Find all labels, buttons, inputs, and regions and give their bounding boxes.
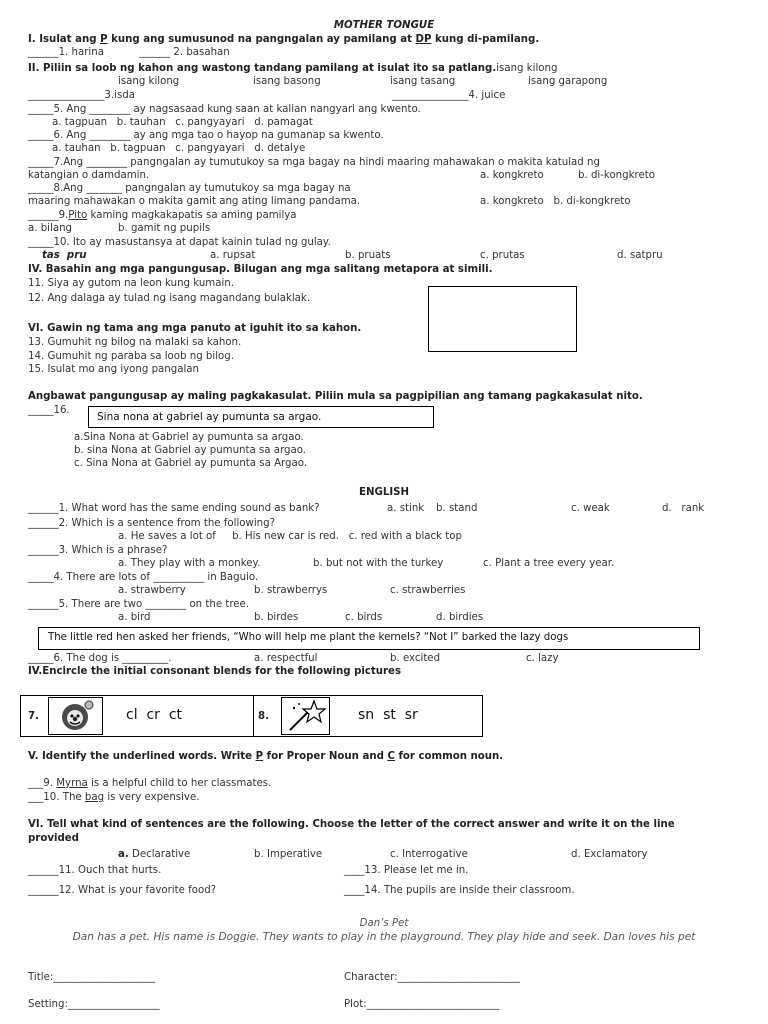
- question-16-option-a: a.Sina Nona at Gabriel ay pumunta sa argao.: [74, 432, 304, 443]
- sentence-type-option: d. Exclamatory: [571, 849, 648, 860]
- english-question-4-option: b. strawberrys: [254, 585, 328, 596]
- instruction-pagkakasulat: Angbawat pangungusap ay maling pagkakasulat. Piliin mula sa pagpipilian ang tamang pagkakasulat nito.: [28, 391, 643, 402]
- english-question-3-option: c. Plant a tree every year.: [483, 558, 615, 569]
- english-question-6: _____6. The dog is _________.: [28, 653, 172, 664]
- sentence-14: ____14. The pupils are inside their classroom.: [344, 885, 575, 896]
- english-question-4-option: c. strawberries: [390, 585, 466, 596]
- english-question-1-option: d. rank: [662, 503, 705, 514]
- star-wand-picture-icon: [281, 697, 330, 735]
- sentence-type-option: c. Interrogative: [390, 849, 468, 860]
- question-7-continued: katangian o damdamin.: [28, 170, 150, 181]
- english-question-2-options: a. He saves a lot of b. His new car is red. c. red with a black top: [118, 531, 462, 542]
- instruction-i: I. Isulat ang P kung ang sumusunod na pangngalan ay pamilang at DP kung di-pamilang.: [28, 34, 540, 45]
- question-16-option-b: b. sina Nona at Gabriel ay pumunta sa argao.: [74, 445, 307, 456]
- question-10-option: b. pruats: [345, 250, 391, 261]
- sentence-13: ____13. Please let me in.: [344, 865, 469, 876]
- english-question-5-option: b. birdes: [254, 612, 299, 623]
- question-16-option-c: c. Sina Nona at Gabriel ay pumunta sa Argao.: [74, 458, 308, 469]
- question-16-box: Sina nona at gabriel ay pumunta sa argao.: [88, 406, 434, 428]
- passage-box-little-red-hen: The little red hen asked her friends, “Who will help me plant the kernels? “Not I” barked the lazy dogs: [38, 627, 700, 650]
- instruction-13: 13. Gumuhit ng bilog na malaki sa kahon.: [28, 337, 242, 348]
- sentence-12: ______12. What is your favorite food?: [28, 885, 217, 896]
- sentence-type-option: b. Imperative: [254, 849, 323, 860]
- noun-question-9: ___9. Myrna is a helpful child to her classmates.: [28, 778, 272, 789]
- english-question-2: ______2. Which is a sentence from the following?: [28, 518, 276, 529]
- english-question-1-option: c. weak: [571, 503, 610, 514]
- section-title-mother-tongue: MOTHER TONGUE: [333, 20, 435, 31]
- question-10-scrambled: tas pru: [42, 250, 87, 261]
- blend-options-7: cl cr ct: [126, 707, 183, 723]
- plot-field: Plot:__________________________: [344, 999, 500, 1010]
- english-question-5-option: a. bird: [118, 612, 151, 623]
- question-9-option-a: a. bilang: [28, 223, 73, 234]
- question-6: _____6. Ang ________ ay ang mga tao o hayop na gumanap sa kwento.: [28, 130, 384, 141]
- instruction-iv: IV. Basahin ang mga pangungusap. Bilugan ang mga salitang metapora at simili.: [28, 264, 493, 275]
- question-9: ______9.Pito kaming magkakapatis sa aming pamilya: [28, 210, 297, 221]
- drawing-box: [428, 286, 577, 352]
- instruction-vi-english-continued: provided: [28, 833, 79, 844]
- question-10: _____10. Ito ay masustansya at dapat kainin tulad ng gulay.: [28, 237, 331, 248]
- english-question-3: ______3. Which is a phrase?: [28, 545, 168, 556]
- english-question-6-option: a. respectful: [254, 653, 318, 664]
- question-16: _____16.: [28, 405, 70, 416]
- instruction-vi-english: VI. Tell what kind of sentences are the following. Choose the letter of the correct answer and write it on the line: [28, 819, 675, 830]
- english-question-3-option: a. They play with a monkey.: [118, 558, 261, 569]
- blend-number-7: 7.: [28, 711, 39, 722]
- question-3: _______________3.isda: [28, 90, 135, 101]
- story-title: Dan’s Pet: [359, 918, 409, 929]
- setting-field: Setting:__________________: [28, 999, 160, 1010]
- english-question-3-option: b. but not with the turkey: [313, 558, 444, 569]
- choice-box-item: isang garapong: [528, 76, 608, 87]
- instruction-ii: II. Piliin sa loob ng kahon ang wastong tandang pamilang at isulat ito sa patlang.isang kilong: [28, 63, 558, 74]
- question-7: _____7.Ang ________ pangngalan ay tumutukoy sa mga bagay na hindi maaring mahawakan o makita katulad ng: [28, 157, 600, 168]
- clown-picture-icon: [48, 697, 103, 735]
- english-question-5-option: c. birds: [345, 612, 383, 623]
- instruction-v: V. Identify the underlined words. Write P for Proper Noun and C for common noun.: [28, 751, 504, 762]
- english-question-6-option: c. lazy: [526, 653, 559, 664]
- question-5: _____5. Ang ________ ay nagsasaad kung saan at kalian nangyari ang kwento.: [28, 104, 421, 115]
- sentence-11: ______11. Ouch that hurts.: [28, 865, 162, 876]
- english-question-5: ______5. There are two ________ on the tree.: [28, 599, 250, 610]
- choice-box-item: isang kilong: [118, 76, 180, 87]
- question-10-option: a. rupsat: [210, 250, 256, 261]
- character-field: Character:________________________: [344, 972, 520, 983]
- instruction-vi: VI. Gawin ng tama ang mga panuto at iguhit ito sa kahon.: [28, 323, 362, 334]
- title-field: Title:____________________: [28, 972, 156, 983]
- instruction-15: 15. Isulat mo ang iyong pangalan: [28, 364, 199, 375]
- question-8-continued: maaring mahawakan o makita gamit ang ating limang pandama.: [28, 196, 361, 207]
- question-8-options: a. kongkreto b. di-kongkreto: [480, 196, 631, 207]
- english-question-5-option: d. birdies: [436, 612, 484, 623]
- section-title-english: ENGLISH: [359, 487, 409, 498]
- question-7-option-b: b. di-kongkreto: [578, 170, 655, 181]
- english-question-4-option: a. strawberry: [118, 585, 186, 596]
- sentence-type-option: a. Declarative: [118, 849, 191, 860]
- question-6-options: a. tauhan b. tagpuan c. pangyayari d. detalye: [52, 143, 306, 154]
- english-question-4: _____4. There are lots of __________ in Baguio.: [28, 572, 259, 583]
- question-10-option: c. prutas: [480, 250, 525, 261]
- choice-box-item: isang tasang: [390, 76, 456, 87]
- sentence-11: 11. Siya ay gutom na leon kung kumain.: [28, 278, 234, 289]
- question-4: _______________4. juice: [392, 90, 506, 101]
- english-question-6-option: b. excited: [390, 653, 441, 664]
- noun-question-10: ___10. The bag is very expensive.: [28, 792, 200, 803]
- question-9-option-b: b. gamit ng pupils: [118, 223, 211, 234]
- blend-number-8: 8.: [258, 711, 269, 722]
- blend-options-8: sn st sr: [358, 707, 418, 723]
- instruction-i-items: ______1. harina ______ 2. basahan: [28, 47, 230, 58]
- english-question-1: ______1. What word has the same ending sound as bank?: [28, 503, 320, 514]
- question-8: _____8.Ang _______ pangngalan ay tumutukoy sa mga bagay na: [28, 183, 351, 194]
- question-5-options: a. tagpuan b. tauhan c. pangyayari d. pamagat: [52, 117, 313, 128]
- instruction-blends: IV.Encircle the initial consonant blends for the following pictures: [28, 666, 402, 677]
- instruction-14: 14. Gumuhit ng paraba sa loob ng bilog.: [28, 351, 234, 362]
- question-7-option-a: a. kongkreto: [480, 170, 544, 181]
- english-question-1-option: a. stink: [387, 503, 425, 514]
- story-text: Dan has a pet. His name is Doggie. They wants to play in the playground. They play hide and seek. Dan loves his pet: [72, 931, 696, 943]
- choice-box-item: isang basong: [253, 76, 321, 87]
- question-10-option: d. satpru: [617, 250, 663, 261]
- english-question-1-option: b. stand: [436, 503, 478, 514]
- sentence-12: 12. Ang dalaga ay tulad ng isang magandang bulaklak.: [28, 293, 311, 304]
